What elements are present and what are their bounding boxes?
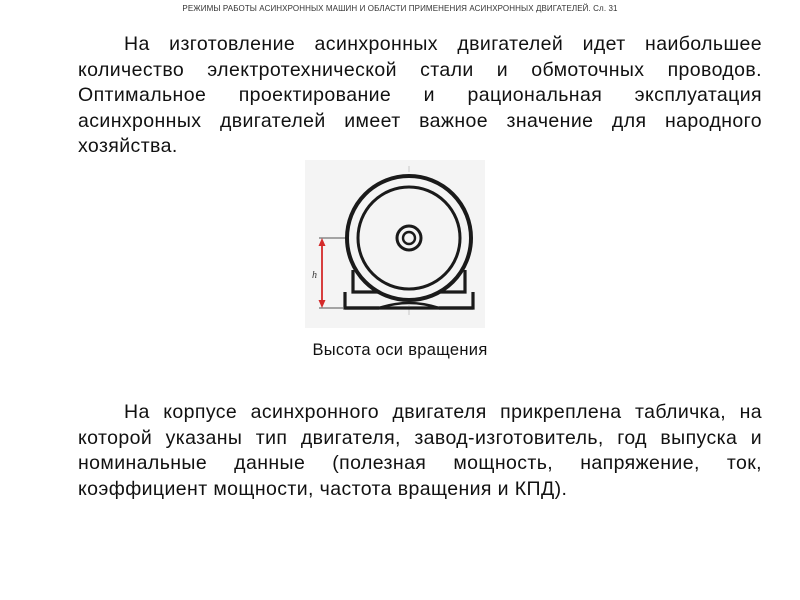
slide-header: РЕЖИМЫ РАБОТЫ АСИНХРОННЫХ МАШИН И ОБЛАСТИ ПРИМЕНЕНИЯ АСИНХРОННЫХ ДВИГАТЕЛЕЙ. Сл. 31: [182, 4, 618, 13]
nameplate-paragraph: На корпусе асинхронного двигателя прикреплена табличка, на которой указаны тип двигателя, завод-изготовитель, год выпуска и номинальные данные (полезная мощность, напряжение, ток, коэффициент мощности, частота вращения и КПД).: [78, 401, 762, 500]
motor-diagram: [305, 160, 485, 328]
intro-paragraph: На изготовление асинхронных двигателей идет наибольшее количество электротехнической стали и обмоточных проводов. Оптимальное проектирование и рациональная эксплуатация асинхронных двигателей имеет важное значение для народного хозяйства.: [78, 33, 762, 157]
figure-caption: Высота оси вращения: [312, 341, 488, 359]
housing-outer-circle: [347, 176, 471, 300]
height-label: h: [312, 270, 317, 281]
